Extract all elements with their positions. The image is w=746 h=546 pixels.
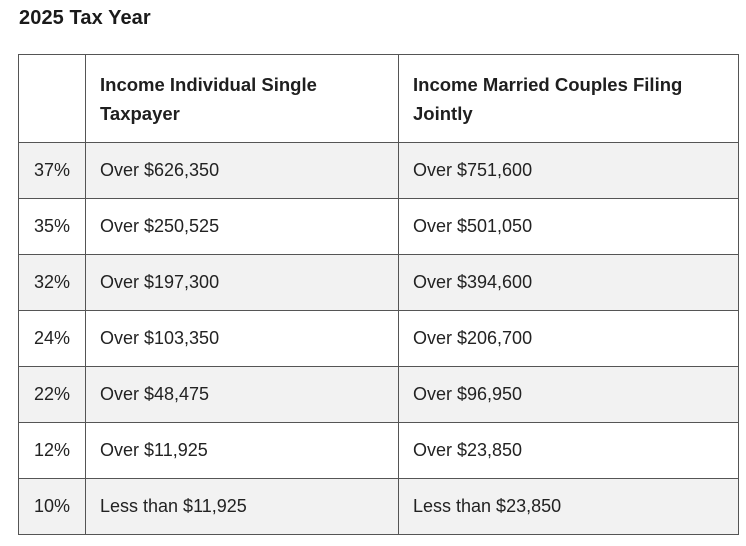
table-header-row [19, 55, 739, 143]
table-row [19, 423, 739, 479]
header-rate [19, 55, 86, 143]
married-cell: Less than $23,850 [399, 479, 739, 535]
table-row [19, 367, 739, 423]
header-married: Income Married Couples Filing Jointly [399, 55, 739, 143]
married-cell: Over $23,850 [399, 423, 739, 479]
rate-cell: 37% [19, 143, 86, 199]
page-title: 2025 Tax Year [19, 7, 151, 29]
header-single: Income Individual Single Taxpayer [86, 55, 399, 143]
single-cell: Less than $11,925 [86, 479, 399, 535]
married-cell: Over $206,700 [399, 311, 739, 367]
single-cell: Over $103,350 [86, 311, 399, 367]
rate-cell: 32% [19, 255, 86, 311]
married-cell: Over $501,050 [399, 199, 739, 255]
rate-cell: 22% [19, 367, 86, 423]
tax-bracket-table [18, 54, 739, 535]
single-cell: Over $250,525 [86, 199, 399, 255]
single-cell: Over $626,350 [86, 143, 399, 199]
single-cell: Over $48,475 [86, 367, 399, 423]
table-row [19, 479, 739, 535]
married-cell: Over $394,600 [399, 255, 739, 311]
table-row [19, 311, 739, 367]
table-row [19, 199, 739, 255]
rate-cell: 24% [19, 311, 86, 367]
rate-cell: 35% [19, 199, 86, 255]
table-row [19, 143, 739, 199]
rate-cell: 12% [19, 423, 86, 479]
married-cell: Over $751,600 [399, 143, 739, 199]
rate-cell: 10% [19, 479, 86, 535]
single-cell: Over $197,300 [86, 255, 399, 311]
table-row [19, 255, 739, 311]
single-cell: Over $11,925 [86, 423, 399, 479]
married-cell: Over $96,950 [399, 367, 739, 423]
